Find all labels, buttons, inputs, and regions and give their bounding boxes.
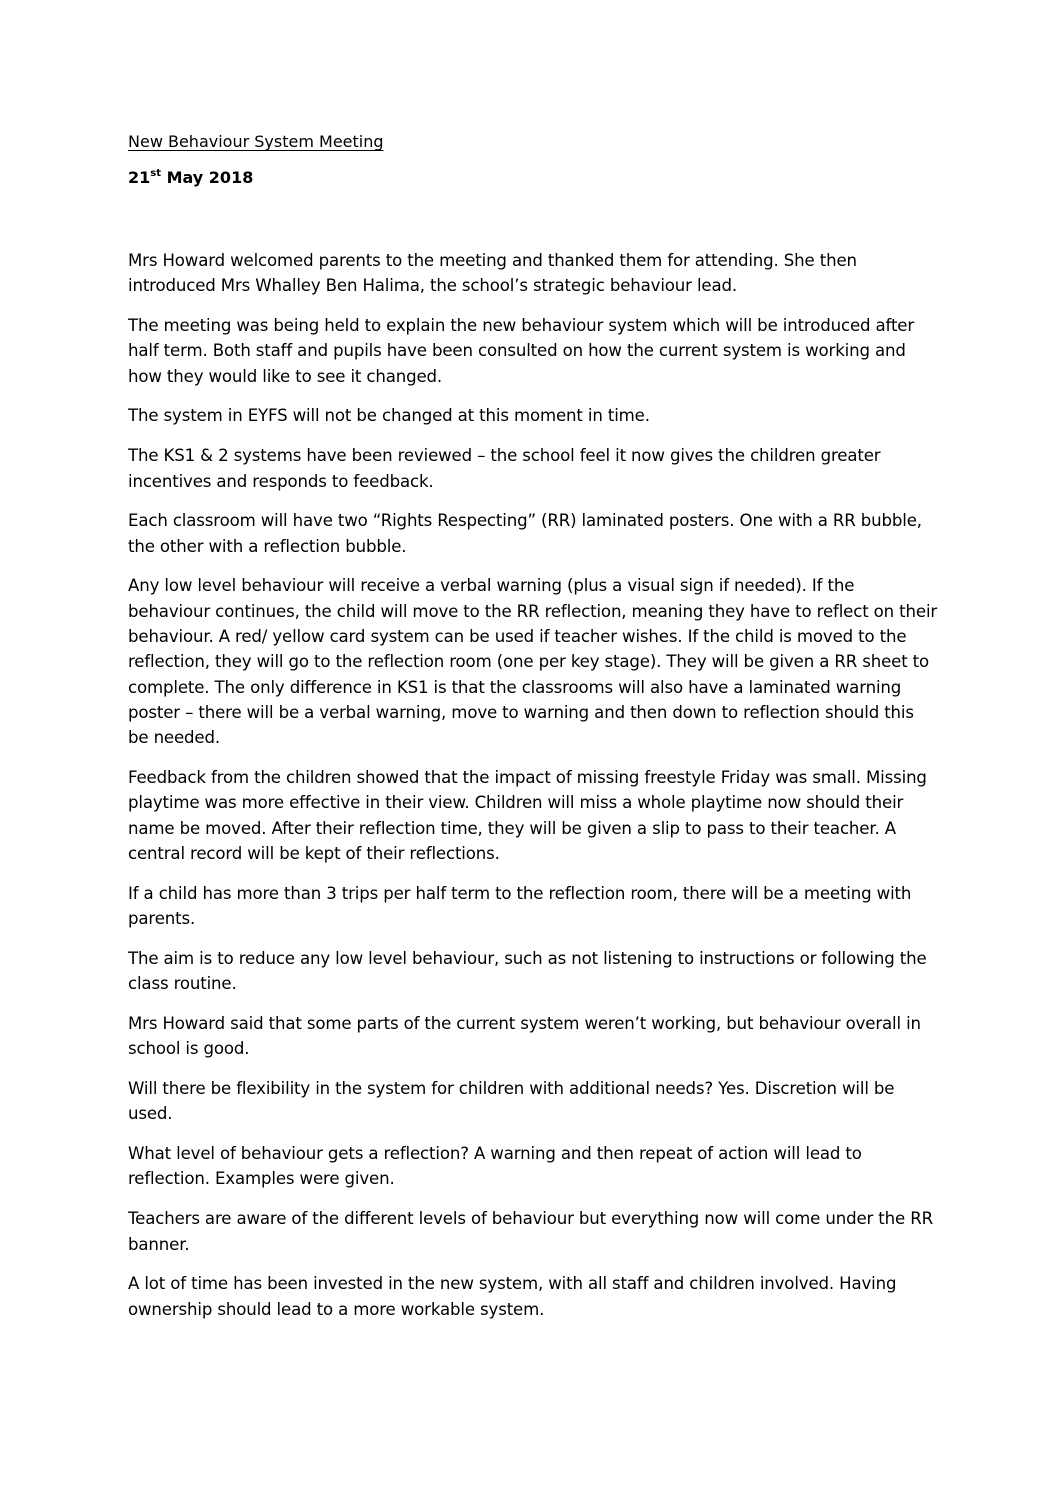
paragraph-warnings: Any low level behaviour will receive a verbal warning (plus a visual sign if needed). If the behaviour continues, the child will move to the RR reflection, meaning they have to reflect on their behaviour. A red/ yellow card system can be used if teacher wishes. If the child is moved to the reflection, they will go to the reflection room (one per key stage). They will be given a RR sheet to complete. The only difference in KS1 is that the classrooms will also have a laminated warning poster – there will be a verbal warning, move to warning and then down to reflection should this be needed. bbox=[128, 576, 938, 748]
meeting-notes bbox=[128, 248, 938, 1322]
paragraph-flexibility: Will there be flexibility in the system for children with additional needs? Yes. Discretion will be used. bbox=[128, 1079, 895, 1124]
date-suffix: st bbox=[150, 168, 161, 179]
document-title: New Behaviour System Meeting bbox=[128, 132, 384, 151]
paragraph-aim: The aim is to reduce any low level behaviour, such as not listening to instructions or following the class routine. bbox=[128, 948, 927, 994]
date-rest: May 2018 bbox=[161, 168, 254, 187]
paragraph-ks1-ks2: The KS1 & 2 systems have been reviewed – the school feel it now gives the children greater incentives and responds to feedback. bbox=[128, 446, 881, 491]
paragraph-ownership: A lot of time has been invested in the new system, with all staff and children involved. Having ownership should lead to a more workable system. bbox=[128, 1274, 897, 1319]
paragraph-parent-meeting: If a child has more than 3 trips per half term to the reflection room, there will be a meeting with parents. bbox=[128, 883, 912, 929]
paragraph-reflection-level: What level of behaviour gets a reflection? A warning and then repeat of action will lead to reflection. Examples were given. bbox=[128, 1144, 862, 1189]
paragraph-posters: Each classroom will have two “Rights Respecting” (RR) laminated posters. One with a RR bubble, the other with a reflection bubble. bbox=[128, 511, 922, 556]
paragraph-purpose: The meeting was being held to explain the new behaviour system which will be introduced after half term. Both staff and pupils have been consulted on how the current system is working and how they would like to see it changed. bbox=[128, 316, 915, 386]
paragraph-welcome: Mrs Howard welcomed parents to the meeting and thanked them for attending. She then introduced Mrs Whalley Ben Halima, the school’s strategic behaviour lead. bbox=[128, 251, 857, 296]
meeting-date bbox=[128, 166, 938, 190]
paragraph-current-system: Mrs Howard said that some parts of the current system weren’t working, but behaviour overall in school is good. bbox=[128, 1013, 921, 1059]
paragraph-rr-banner: Teachers are aware of the different levels of behaviour but everything now will come under the RR banner. bbox=[128, 1209, 933, 1254]
date-day: 21 bbox=[128, 168, 151, 187]
paragraph-eyfs: The system in EYFS will not be changed at this moment in time. bbox=[128, 406, 650, 426]
document-content bbox=[128, 130, 938, 1336]
paragraph-feedback: Feedback from the children showed that the impact of missing freestyle Friday was small. Missing playtime was more effective in their view. Children will miss a whole playtime now should their name be moved. After their reflection time, they will be given a slip to pass to their teacher. A central record will be kept of their reflections. bbox=[128, 768, 927, 863]
